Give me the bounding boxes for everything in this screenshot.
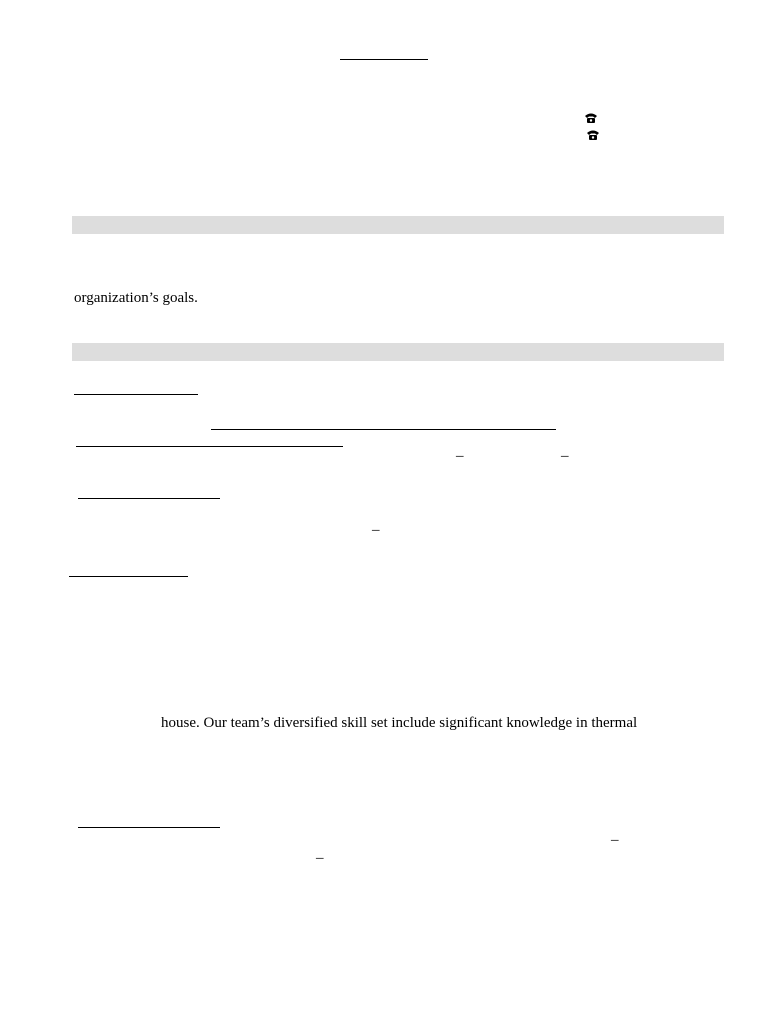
dash-separator: – [611,832,619,848]
experience-text: house. Our team’s diversified skill set include significant knowledge in thermal [161,715,638,731]
section-header-band [72,343,724,361]
objective-text: organization’s goals. [74,290,198,306]
phone-icon [586,129,600,141]
phone-icon [584,112,598,124]
dash-separator: – [372,522,380,538]
subheading-underline [78,827,220,828]
section-header-band [72,216,724,234]
subheading-underline [69,576,188,577]
subheading-underline [76,446,343,447]
subheading-underline [78,498,220,499]
subheading-underline [74,394,198,395]
dash-separator: – [316,850,324,866]
dash-separator: – [561,448,569,464]
subheading-underline [211,429,556,430]
title-underline [340,59,428,60]
dash-separator: – [456,448,464,464]
